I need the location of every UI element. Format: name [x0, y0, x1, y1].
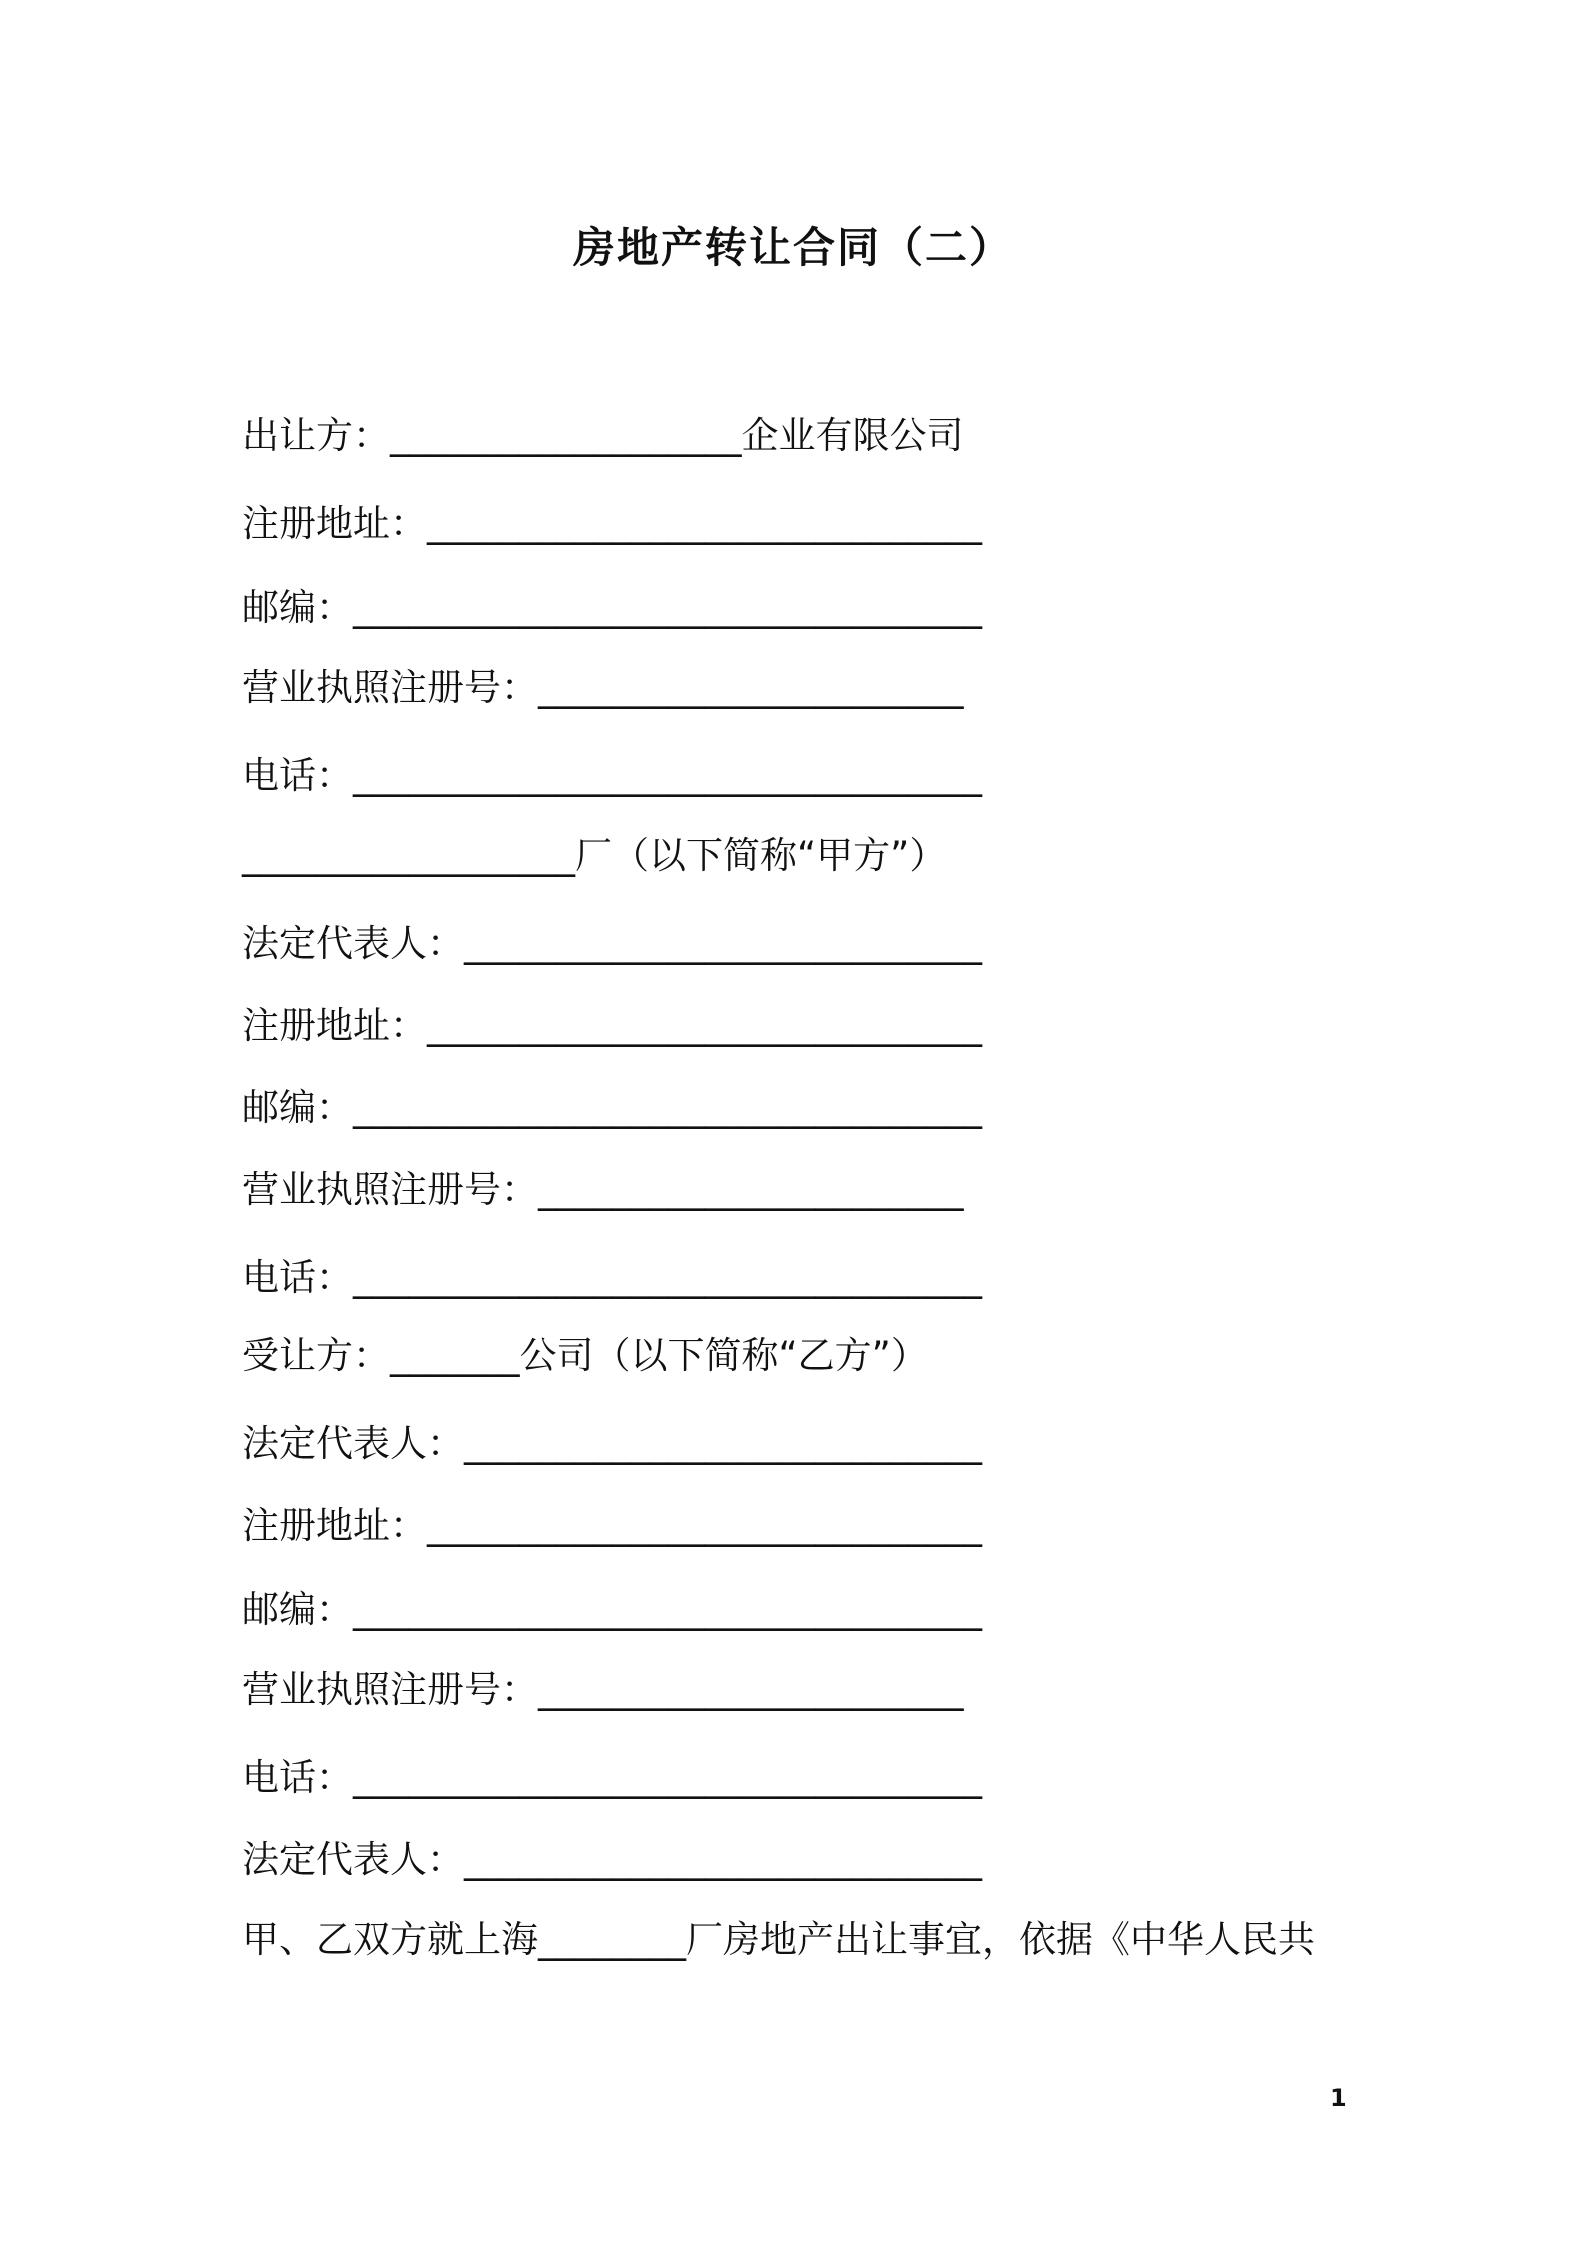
- party-a-license-line-2: 营业执照注册号：_______________________: [242, 1168, 964, 1211]
- party-a-factory-line: __________________厂（以下简称“甲方”）: [242, 834, 947, 877]
- party-a-phone-line: 电话：__________________________________: [242, 754, 982, 797]
- party-b-phone-line: 电话：__________________________________: [242, 1756, 982, 1799]
- transferee-name-line: 受让方：_______公司（以下简称“乙方”）: [242, 1334, 928, 1377]
- party-a-license-line: 营业执照注册号：_______________________: [242, 666, 964, 709]
- party-b-address-line: 注册地址：______________________________: [242, 1504, 982, 1547]
- transferor-name-line: 出让方：___________________企业有限公司: [242, 414, 964, 457]
- party-a-postcode-line: 邮编：__________________________________: [242, 586, 982, 629]
- party-a-address-line: 注册地址：______________________________: [242, 502, 982, 545]
- page-number: 1: [1330, 2084, 1347, 2112]
- party-b-postcode-line: 邮编：__________________________________: [242, 1588, 982, 1631]
- document-title: 房地产转让合同（二）: [572, 223, 1013, 272]
- party-a-representative-line: 法定代表人：____________________________: [242, 922, 982, 965]
- party-a-postcode-line-2: 邮编：__________________________________: [242, 1086, 982, 1129]
- party-b-representative-line-2: 法定代表人：____________________________: [242, 1838, 982, 1881]
- party-a-address-line-2: 注册地址：______________________________: [242, 1004, 982, 1047]
- party-b-representative-line: 法定代表人：____________________________: [242, 1422, 982, 1465]
- agreement-intro-line: 甲、乙双方就上海________厂房地产出让事宜，依据《中华人民共: [242, 1918, 1315, 1961]
- party-a-phone-line-2: 电话：__________________________________: [242, 1256, 982, 1299]
- party-b-license-line: 营业执照注册号：_______________________: [242, 1668, 964, 1711]
